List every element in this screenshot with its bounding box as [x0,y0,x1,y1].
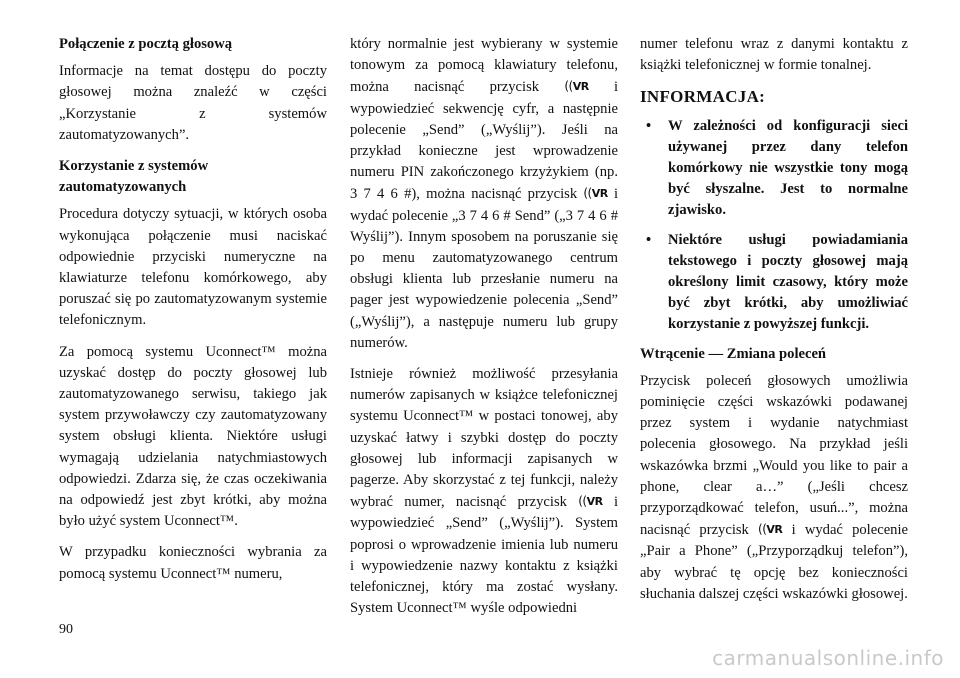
text-run: i wypowiedzieć „Send” („Wyślij”). System poprosi o wprowadzenie imienia lub numeru i wypowiedzenie nazwy kontaktu z książki telefonicznej, który ma zostać wysłany. System Uconnect™ wyśle odpowiedni [350,494,618,617]
heading-automated-systems: Korzystanie z systemów zautomatyzowanych [59,158,209,196]
paragraph [350,34,618,354]
text-run: i wypowiedzieć sekwencję cyfr, a następnie polecenie „Send” („Wyślij”). Jeśli na przykład konieczne jest wprowadzenie numeru PIN zakończonego krzyżykiem (np. 3 7 4 6 #), można nacisnąć przycisk [350,79,618,203]
info-note: • Niektóre usługi powiadamiania tekstowego i poczty głosowej mają określony limit czasowy, który może być zbyt krótki, aby umożliwiać korzystanie z powyższej funkcji. [646,231,908,333]
text-run: Przycisk poleceń głosowych umożliwia pominięcie części wskazówki podawanej przez system i wydanie natychmiast polecenia głosowego. Na przykład jeśli wskazówka brzmi „Would you like to pair a phone, clear a…” („Jeśli chcesz przyporządkować telefon, usuń...”, można nacisnąć przycisk [640,372,908,539]
voice-recognition-icon: ((VR [583,186,608,201]
paragraph: Procedura dotyczy sytuacji, w których osoba wykonująca połączenie musi naciskać odpowiednie przyciski numeryczne na klawiaturze telefonu komórkowego, aby poruszać się po zautomatyzowanym systemie telefonicznym. [59,206,327,329]
text-run: i wydać polecenie „3 7 4 6 # Send” („3 7 4 6 # Wyślij”). Innym sposobem na poruszanie się po menu zautomatyzowanego centrum obsługi klienta lub przesłanie numeru na pager jest wypowiedzenie polecenia „Send” („Wyślij”), a następuje numeru lub grupy numerów. [350,186,619,351]
paragraph: Za pomocą systemu Uconnect™ można uzyskać dostęp do poczty głosowej lub zautomatyzowanego serwisu, takiego jak system przywoławczy czy zautomatyzowany system obsługi klienta. Niektóre usługi wymagają udzielania natychmiastowych odpowiedzi. Zdarza się, że czas oczekiwania na odpowiedź jest zbyt krótki, aby można było użyć system Uconnect™. [59,343,327,530]
voice-recognition-icon: ((VR [564,79,589,94]
text-run: i wydać polecenie „Pair a Phone” („Przyporządkuj telefon”), aby wybrać tę opcję bez konieczności słuchania dalszej części wskazówki głosowej. [640,522,908,602]
bullet-icon: • [646,117,652,134]
voice-recognition-icon: ((VR [758,522,783,537]
text-run: który normalnie jest wybierany w systemie tonowym za pomocą klawiatury telefonu, można nacisnąć przycisk [350,36,618,96]
paragraph [640,371,908,605]
paragraph: W przypadku konieczności wybrania za pomocą systemu Uconnect™ numeru, [59,544,327,582]
heading-barge-in: Wtrącenie — Zmiana poleceń [640,345,827,362]
info-list [640,116,908,336]
bullet-icon: • [646,231,652,248]
text-run: Istnieje również możliwość przesyłania numerów zapisanych w książce telefonicznej systemu Uconnect™ w postaci tonowej, aby uzyskać łatwy i szybki dostęp do poczty głosowej lub informacji zapisanych w pagerze. Aby skorzystać z tej funkcji, należy wybrać numer, nacisnąć przycisk [350,366,618,511]
page-number: 90 [59,622,73,637]
heading-voicemail: Połączenie z pocztą głosową [59,36,233,52]
paragraph: Informacje na temat dostępu do poczty głosowej można znaleźć w części „Korzystanie z systemów zautomatyzowanych”. [59,63,327,143]
paragraph: numer telefonu wraz z danymi kontaktu z książki telefonicznej w formie tonalnej. [640,36,908,74]
paragraph [350,364,618,619]
column-left [59,34,327,595]
info-title: INFORMACJA: [640,87,766,107]
info-note: • W zależności od konfiguracji sieci używanej przez dany telefon komórkowy nie wszystkie tony mogą być słyszalne. Jest to normalne zjawisko. [646,117,908,219]
column-middle [350,34,618,629]
watermark: carmanualsonline.info [712,646,944,670]
column-right [640,34,908,615]
voice-recognition-icon: ((VR [578,494,603,509]
